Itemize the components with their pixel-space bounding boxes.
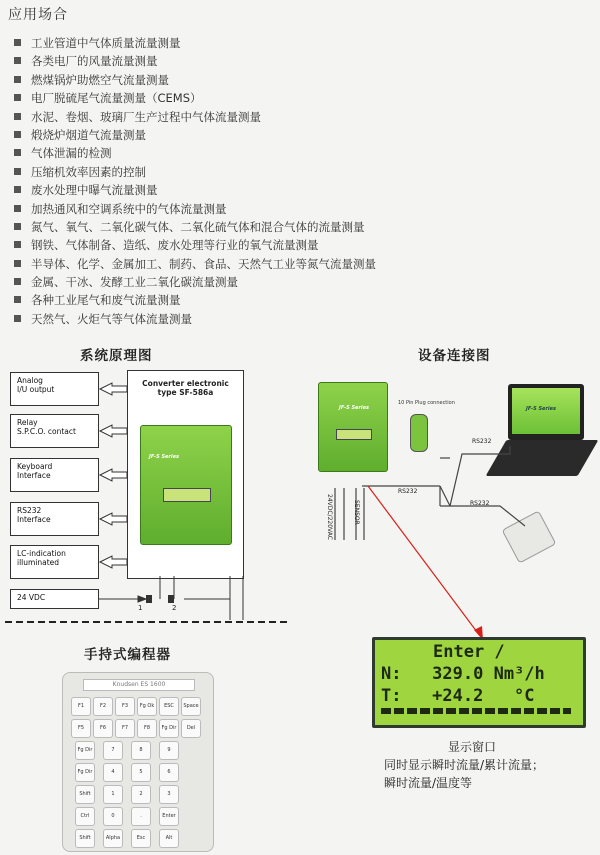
connection-wiring — [300, 380, 600, 650]
connection-device-label: JF-S Series — [339, 405, 369, 411]
application-item — [14, 144, 376, 162]
application-item-text: 水泥、卷烟、玻璃厂生产过程中气体流量测量 — [31, 109, 261, 124]
square-bullet-icon — [14, 57, 21, 64]
programmer-key[interactable]: Shift — [75, 785, 95, 804]
square-bullet-icon — [14, 39, 21, 46]
converter-title: Converter electronic type SF-586a — [142, 379, 229, 397]
applications-title: 应用场合 — [8, 7, 68, 23]
programmer-key[interactable]: Alt — [159, 829, 179, 848]
programmer-key[interactable]: Fg Dir — [75, 741, 95, 760]
programmer-key[interactable]: F7 — [115, 719, 135, 738]
square-bullet-icon — [14, 241, 21, 248]
square-bullet-icon — [14, 186, 21, 193]
handheld-programmer — [62, 672, 214, 852]
lcd-line-3: T: +24.2 °C — [381, 686, 535, 706]
lcd-caption-line-2: 瞬时流量/温度等 — [384, 776, 473, 790]
programmer-key[interactable]: 4 — [103, 763, 123, 782]
application-item-text: 工业管道中气体质量流量测量 — [31, 36, 181, 50]
application-item-text: 压缩机效率因素的控制 — [31, 164, 146, 179]
application-item-text: 天然气、火炬气等气体流量测量 — [31, 311, 192, 326]
system-principle-title: 系统原理图 — [80, 348, 153, 364]
lcd-line-1: Enter / — [433, 642, 505, 662]
application-item — [14, 89, 376, 107]
sensor-cable-label: SENSOR — [353, 500, 360, 525]
application-item-text: 金属、干冰、发酵工业二氧化碳流量测量 — [31, 275, 238, 290]
application-item — [14, 291, 376, 309]
application-item-text: 钢铁、气体制备、造纸、废水处理等行业的氧气流量测量 — [31, 238, 319, 253]
arrow-lc-icon — [100, 556, 127, 568]
arrow-analog-icon — [100, 383, 127, 395]
programmer-key[interactable]: Alpha — [103, 829, 123, 848]
application-item-text: 氮气、氧气、二氧化碳气体、二氧化硫气体和混合气体的流量测量 — [31, 219, 365, 234]
programmer-key[interactable]: Fg Dir — [159, 719, 179, 738]
lcd-bar-row — [381, 708, 571, 714]
programmer-key[interactable]: Esc — [131, 829, 151, 848]
application-item — [14, 181, 376, 199]
programmer-key[interactable]: 2 — [131, 785, 151, 804]
application-item — [14, 200, 376, 218]
square-bullet-icon — [14, 315, 21, 322]
programmer-key[interactable]: Space — [181, 697, 201, 716]
application-item-text: 气体泄漏的检测 — [31, 146, 112, 161]
connection-diagram-title: 设备连接图 — [418, 348, 491, 364]
application-item — [14, 52, 376, 70]
programmer-key[interactable]: Del — [181, 719, 201, 738]
application-item — [14, 255, 376, 273]
square-bullet-icon — [14, 296, 21, 303]
analog-output-label: Analog I/U output — [17, 376, 55, 394]
application-item-text: 废水处理中曝气流量测量 — [31, 183, 158, 198]
programmer-key[interactable]: 8 — [131, 741, 151, 760]
mark-1: 1 — [138, 604, 143, 612]
programmer-key[interactable]: . — [131, 807, 151, 826]
application-item — [14, 218, 376, 236]
lcd-caption-title: 显示窗口 — [448, 740, 497, 754]
square-bullet-icon — [14, 168, 21, 175]
handheld-programmer-title: 手持式编程器 — [84, 647, 171, 663]
programmer-key[interactable]: 5 — [131, 763, 151, 782]
rs232-interface-label: RS232 Interface — [17, 506, 51, 524]
programmer-key[interactable]: Enter — [159, 807, 179, 826]
application-item — [14, 108, 376, 126]
lc-indication-label: LC-indication illuminated — [17, 549, 66, 567]
programmer-key[interactable]: 9 — [159, 741, 179, 760]
programmer-key[interactable]: 3 — [159, 785, 179, 804]
lcd-display — [372, 637, 586, 728]
rs232-label-3: RS232 — [470, 500, 490, 507]
programmer-key[interactable]: Fg Ok — [137, 697, 157, 716]
programmer-key[interactable]: F1 — [71, 697, 91, 716]
rs232-label-2: RS232 — [398, 488, 418, 495]
keyboard-interface-label: Keyboard Interface — [17, 462, 53, 480]
application-item-text: 半导体、化学、金属加工、制药、食品、天然气工业等氮气流量测量 — [31, 256, 376, 271]
programmer-key[interactable]: F2 — [93, 697, 113, 716]
lcd-caption-line-1: 同时显示瞬时流量/累计流量； — [384, 758, 545, 772]
programmer-key[interactable]: F5 — [71, 719, 91, 738]
application-item-text: 各类电厂的风量流量测量 — [31, 54, 158, 69]
application-item — [14, 163, 376, 181]
programmer-key[interactable]: F8 — [137, 719, 157, 738]
square-bullet-icon — [14, 149, 21, 156]
square-bullet-icon — [14, 76, 21, 83]
square-bullet-icon — [14, 223, 21, 230]
programmer-key[interactable]: 0 — [103, 807, 123, 826]
programmer-key[interactable]: 7 — [103, 741, 123, 760]
mark-2: 2 — [172, 604, 177, 612]
applications-list — [14, 34, 376, 328]
square-bullet-icon — [14, 113, 21, 120]
square-bullet-icon — [14, 131, 21, 138]
lcd-line-2: N: 329.0 Nm³/h — [381, 664, 545, 684]
rs232-label-1: RS232 — [472, 438, 492, 445]
application-item-text: 各种工业尾气和废气流量测量 — [31, 293, 181, 308]
converter-device-label: JF-S Series — [149, 454, 179, 460]
power-cable-label: 24VDC/220VAC — [326, 494, 333, 540]
application-item — [14, 273, 376, 291]
application-item — [14, 71, 376, 89]
programmer-key[interactable]: 1 — [103, 785, 123, 804]
arrow-keyboard-icon — [100, 469, 127, 481]
square-bullet-icon — [14, 278, 21, 285]
programmer-key[interactable]: Ctrl — [75, 807, 95, 826]
application-item-text: 电厂脱硫尾气流量测量（CEMS） — [31, 91, 202, 106]
programmer-key[interactable]: ESC — [159, 697, 179, 716]
square-bullet-icon — [14, 94, 21, 101]
programmer-key[interactable]: F3 — [115, 697, 135, 716]
application-item — [14, 126, 376, 144]
programmer-brand: Knudsen ES 1600 — [83, 679, 195, 691]
relay-contact-label: Relay S.P.C.O. contact — [17, 418, 76, 436]
application-item — [14, 310, 376, 328]
laptop-screen-label: JF-S Series — [526, 406, 556, 412]
arrow-rs232-icon — [100, 513, 127, 525]
application-item — [14, 236, 376, 254]
plug-note: 10 Pin Plug connection — [398, 400, 455, 406]
programmer-key[interactable]: Fg Dir — [75, 763, 95, 782]
application-item — [14, 34, 376, 52]
application-item-text: 加热通风和空调系统中的气体流量测量 — [31, 201, 227, 216]
power-24vdc-label: 24 VDC — [17, 593, 46, 602]
programmer-key[interactable]: Shift — [75, 829, 95, 848]
programmer-key[interactable]: 6 — [159, 763, 179, 782]
application-item-text: 燃煤锅炉助燃空气流量测量 — [31, 72, 169, 87]
principle-wiring — [0, 360, 300, 630]
programmer-key[interactable]: F6 — [93, 719, 113, 738]
arrow-relay-icon — [100, 425, 127, 437]
square-bullet-icon — [14, 205, 21, 212]
square-bullet-icon — [14, 260, 21, 267]
application-item-text: 煅烧炉烟道气流量测量 — [31, 127, 146, 142]
